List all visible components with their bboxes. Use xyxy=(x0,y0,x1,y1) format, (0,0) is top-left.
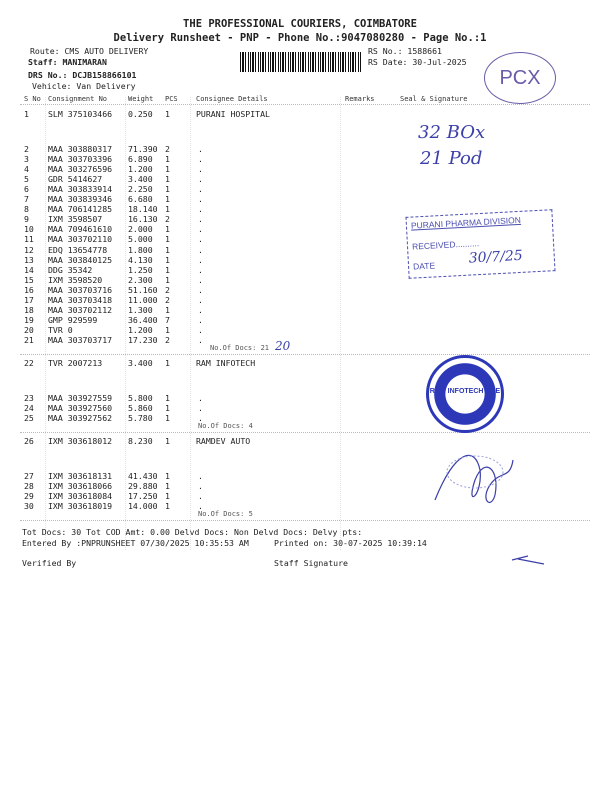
consignee-placeholder: . xyxy=(198,144,203,154)
consignee-placeholder: . xyxy=(198,334,203,345)
printed-on: Printed on: 30-07-2025 10:39:14 xyxy=(274,538,427,548)
consignee-placeholder: . xyxy=(198,214,203,225)
column-header: Consignment No xyxy=(48,95,108,103)
weight: 71.390 xyxy=(128,144,158,154)
serial-no: 17 xyxy=(24,294,34,305)
consignee-placeholder: . xyxy=(198,324,203,335)
pcs: 1 xyxy=(165,154,170,165)
serial-no: 28 xyxy=(24,481,34,492)
consignee-placeholder: . xyxy=(198,234,203,245)
consignment-no: IXM 303618066 xyxy=(48,481,113,492)
serial-no: 29 xyxy=(24,491,34,502)
consignment-no: MAA 303703717 xyxy=(48,334,113,345)
consignee-placeholder: . xyxy=(198,224,203,235)
handwritten-pod-count: 21 Pod xyxy=(420,148,483,169)
consignee-placeholder: . xyxy=(198,413,203,424)
consignment-no: GMP 929599 xyxy=(48,314,98,325)
consignee-placeholder: . xyxy=(198,314,203,325)
serial-no: 21 xyxy=(24,334,34,345)
weight: 1.200 xyxy=(128,324,153,335)
column-header: Weight xyxy=(128,95,154,103)
column-header: Consignee Details xyxy=(196,95,268,103)
consignment-no: SLM 375103466 xyxy=(48,109,113,119)
weight: 11.000 xyxy=(128,294,158,305)
group-divider xyxy=(20,520,590,521)
group-divider xyxy=(20,432,590,433)
serial-no: 5 xyxy=(24,174,29,185)
pcx-stamp: PCX xyxy=(484,52,556,104)
serial-no: 4 xyxy=(24,164,29,175)
consignee-placeholder: . xyxy=(198,294,203,305)
weight: 29.880 xyxy=(128,481,158,492)
group-divider xyxy=(20,354,590,355)
serial-no: 7 xyxy=(24,194,29,205)
pcs: 1 xyxy=(165,403,170,414)
weight: 5.000 xyxy=(128,234,153,245)
consignment-no: MAA 303702110 xyxy=(48,234,113,245)
serial-no: 1 xyxy=(24,109,29,119)
consignment-no: MAA 303276596 xyxy=(48,164,113,175)
column-divider xyxy=(45,97,46,550)
pcs: 1 xyxy=(165,413,170,424)
signature-icon xyxy=(425,440,520,520)
weight: 6.890 xyxy=(128,154,153,165)
consignee-placeholder: . xyxy=(198,164,203,175)
pcs: 1 xyxy=(165,393,170,403)
pcs: 2 xyxy=(165,294,170,305)
pcs: 1 xyxy=(165,304,170,315)
consignment-no: TVR 2007213 xyxy=(48,358,103,368)
weight: 2.300 xyxy=(128,274,153,285)
weight: 1.800 xyxy=(128,244,153,255)
weight: 3.400 xyxy=(128,174,153,185)
consignee-placeholder: . xyxy=(198,304,203,315)
consignee-placeholder: . xyxy=(198,204,203,215)
column-header: Remarks xyxy=(345,95,375,103)
consignee-placeholder: . xyxy=(198,393,203,403)
stamp-date-label: DATE xyxy=(412,260,436,272)
serial-no: 10 xyxy=(24,224,34,235)
barcode xyxy=(240,52,362,72)
consignment-no: MAA 303833914 xyxy=(48,184,113,195)
consignment-no: MAA 303927559 xyxy=(48,393,113,403)
rs-no: RS No.: 1588661 xyxy=(368,46,442,56)
consignment-no: MAA 303927560 xyxy=(48,403,113,414)
verified-by: Verified By xyxy=(22,558,77,568)
weight: 1.250 xyxy=(128,264,153,275)
pcs: 1 xyxy=(165,174,170,185)
column-divider xyxy=(190,97,191,550)
consignment-no: IXM 303618012 xyxy=(48,436,113,446)
consignment-no: DDG 35342 xyxy=(48,264,93,275)
ram-infotech-seal xyxy=(426,355,504,433)
column-header: S No xyxy=(24,95,41,103)
handwritten-box-count: 32 BOx xyxy=(418,122,486,143)
consignment-no: IXM 303618131 xyxy=(48,471,113,481)
weight: 1.300 xyxy=(128,304,153,315)
consignee-name: RAM INFOTECH xyxy=(196,358,256,368)
pcs: 1 xyxy=(165,184,170,195)
weight: 36.400 xyxy=(128,314,158,325)
stamp-received: RECEIVED.......... xyxy=(411,238,480,252)
pcs: 1 xyxy=(165,234,170,245)
entered-by: Entered By :PNPRUNSHEET 07/30/2025 10:35:53 AM xyxy=(22,538,249,548)
serial-no: 12 xyxy=(24,244,34,255)
consignment-no: IXM 303618084 xyxy=(48,491,113,502)
weight: 5.800 xyxy=(128,393,153,403)
pcs: 1 xyxy=(165,324,170,335)
pcs: 1 xyxy=(165,501,170,512)
serial-no: 3 xyxy=(24,154,29,165)
consignment-no: IXM 3598507 xyxy=(48,214,103,225)
consignment-no: IXM 303618019 xyxy=(48,501,113,512)
pcs: 2 xyxy=(165,284,170,295)
header-divider xyxy=(20,104,590,105)
purani-received-stamp xyxy=(405,209,555,279)
consignee-placeholder: . xyxy=(198,184,203,195)
serial-no: 14 xyxy=(24,264,34,275)
pcs: 1 xyxy=(165,436,170,446)
weight: 17.230 xyxy=(128,334,158,345)
column-header: Seal & Signature xyxy=(400,95,468,103)
serial-no: 24 xyxy=(24,403,34,414)
docs-count: No.Of Docs: 4 xyxy=(198,422,253,431)
handwritten-docs-correction: 20 xyxy=(275,339,291,353)
serial-no: 20 xyxy=(24,324,34,335)
docs-count: No.Of Docs: 5 xyxy=(198,510,253,519)
serial-no: 23 xyxy=(24,393,34,403)
seal-text: RAM INFOTECH CBE xyxy=(429,388,501,395)
weight: 6.680 xyxy=(128,194,153,205)
consignment-no: MAA 706141285 xyxy=(48,204,113,215)
pcs: 1 xyxy=(165,109,170,119)
consignment-no: EDQ 13654778 xyxy=(48,244,108,255)
consignee-placeholder: . xyxy=(198,491,203,502)
weight: 2.250 xyxy=(128,184,153,195)
consignee-placeholder: . xyxy=(198,194,203,205)
pcs: 7 xyxy=(165,314,170,325)
serial-no: 2 xyxy=(24,144,29,154)
serial-no: 11 xyxy=(24,234,34,245)
consignment-no: IXM 3598520 xyxy=(48,274,103,285)
weight: 4.130 xyxy=(128,254,153,265)
column-divider xyxy=(125,97,126,550)
consignment-no: MAA 303927562 xyxy=(48,413,113,424)
serial-no: 16 xyxy=(24,284,34,295)
consignment-no: MAA 303840125 xyxy=(48,254,113,265)
staff: Staff: MANIMARAN xyxy=(28,57,107,67)
weight: 3.400 xyxy=(128,358,153,368)
serial-no: 13 xyxy=(24,254,34,265)
serial-no: 22 xyxy=(24,358,34,368)
consignee-placeholder: . xyxy=(198,254,203,265)
stamp-date-value: 30/7/25 xyxy=(468,247,524,267)
consignment-no: TVR 0 xyxy=(48,324,73,335)
serial-no: 30 xyxy=(24,501,34,512)
weight: 18.140 xyxy=(128,204,158,215)
pcs: 1 xyxy=(165,358,170,368)
pcs: 1 xyxy=(165,204,170,215)
consignment-no: GDR 5414627 xyxy=(48,174,103,185)
pcs: 1 xyxy=(165,244,170,255)
pcs: 1 xyxy=(165,264,170,275)
route: Route: CMS AUTO DELIVERY xyxy=(30,46,149,56)
consignment-no: MAA 303839346 xyxy=(48,194,113,205)
pcs: 1 xyxy=(165,491,170,502)
pcs: 1 xyxy=(165,481,170,492)
weight: 8.230 xyxy=(128,436,153,446)
weight: 17.250 xyxy=(128,491,158,502)
consignee-name: RAMDEV AUTO xyxy=(196,436,251,446)
weight: 41.430 xyxy=(128,471,158,481)
pcs: 1 xyxy=(165,471,170,481)
pcs: 2 xyxy=(165,214,170,225)
pcs: 1 xyxy=(165,274,170,285)
weight: 2.000 xyxy=(128,224,153,235)
serial-no: 15 xyxy=(24,274,34,285)
consignee-placeholder: . xyxy=(198,284,203,295)
pcs: 2 xyxy=(165,144,170,154)
weight: 5.860 xyxy=(128,403,153,414)
vehicle: Vehicle: Van Delivery xyxy=(32,81,136,91)
column-divider xyxy=(340,97,341,550)
consignment-no: MAA 303703396 xyxy=(48,154,113,165)
weight: 1.200 xyxy=(128,164,153,175)
serial-no: 27 xyxy=(24,471,34,481)
drs-no: DRS No.: DCJB158866101 xyxy=(28,70,137,80)
staff-signature-label: Staff Signature xyxy=(274,558,348,568)
serial-no: 8 xyxy=(24,204,29,215)
consignee-placeholder: . xyxy=(198,174,203,185)
pcs: 1 xyxy=(165,194,170,205)
consignee-placeholder: . xyxy=(198,274,203,285)
pcs: 1 xyxy=(165,254,170,265)
consignment-no: MAA 303702112 xyxy=(48,304,113,315)
consignee-name: PURANI HOSPITAL xyxy=(196,109,270,119)
consignee-placeholder: . xyxy=(198,264,203,275)
consignee-placeholder: . xyxy=(198,403,203,414)
stamp-title: PURANI PHARMA DIVISION xyxy=(410,214,522,231)
serial-no: 25 xyxy=(24,413,34,424)
consignment-no: MAA 303703716 xyxy=(48,284,113,295)
consignee-placeholder: . xyxy=(198,244,203,255)
pcs: 1 xyxy=(165,164,170,175)
serial-no: 9 xyxy=(24,214,29,225)
consignee-placeholder: . xyxy=(198,471,203,481)
consignment-no: MAA 709461610 xyxy=(48,224,113,235)
weight: 51.160 xyxy=(128,284,158,295)
consignment-no: MAA 303880317 xyxy=(48,144,113,154)
serial-no: 26 xyxy=(24,436,34,446)
pcs: 1 xyxy=(165,224,170,235)
consignment-no: MAA 303703418 xyxy=(48,294,113,305)
serial-no: 19 xyxy=(24,314,34,325)
serial-no: 6 xyxy=(24,184,29,195)
consignee-placeholder: . xyxy=(198,481,203,492)
serial-no: 18 xyxy=(24,304,34,315)
runsheet-title: Delivery Runsheet - PNP - Phone No.:9047080280 - Page No.:1 xyxy=(113,32,487,44)
weight: 5.780 xyxy=(128,413,153,424)
weight: 16.130 xyxy=(128,214,158,225)
consignee-placeholder: . xyxy=(198,501,203,512)
pcs: 2 xyxy=(165,334,170,345)
consignee-placeholder: . xyxy=(198,154,203,165)
rs-date: RS Date: 30-Jul-2025 xyxy=(368,57,467,67)
weight: 0.250 xyxy=(128,109,153,119)
column-header: PCS xyxy=(165,95,178,103)
weight: 14.000 xyxy=(128,501,158,512)
company-name: THE PROFESSIONAL COURIERS, COIMBATORE xyxy=(183,18,417,30)
staff-signature-mark xyxy=(508,552,548,568)
totals-line: Tot Docs: 30 Tot COD Amt: 0.00 Delvd Docs: Non Delvd Docs: Delvy pts: xyxy=(22,527,363,537)
docs-count: No.Of Docs: 21 xyxy=(210,344,270,352)
